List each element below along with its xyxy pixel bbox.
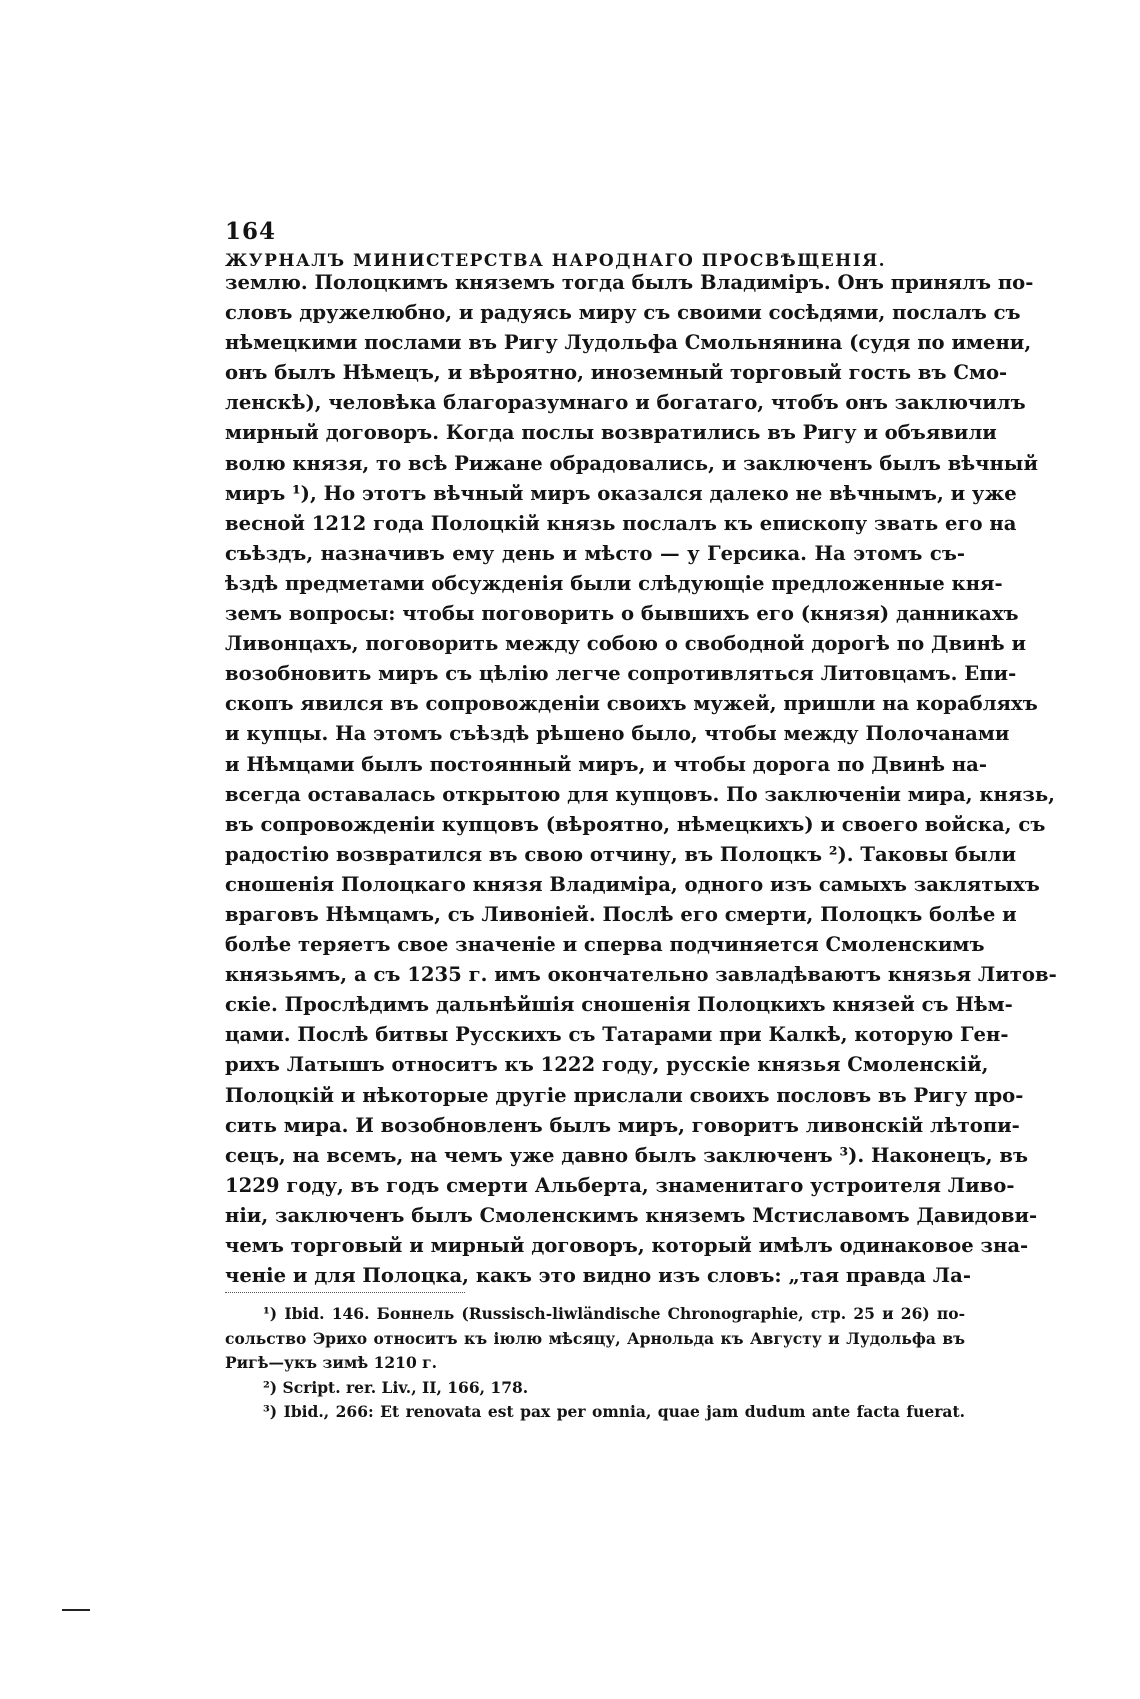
text-line: ченіе и для Полоцка, какъ это видно изъ словъ: „тая правда Ла- bbox=[225, 1264, 971, 1288]
text-line: чемъ торговый и мирный договоръ, который имѣлъ одинаковое зна- bbox=[225, 1234, 1029, 1257]
text-line: князьямъ, а съ 1235 г. имъ окончательно завладѣваютъ князья Литов- bbox=[225, 963, 1057, 987]
text-line: землю. Полоцкимъ княземъ тогда былъ Владиміръ. Онъ принялъ по- bbox=[225, 271, 1034, 294]
text-line: радостію возвратился въ свою отчину, въ Полоцкъ ²). Таковы были bbox=[225, 842, 1016, 866]
text-line: нѣмецкими послами въ Ригу Лудольфа Смольнянина (судя по имени, bbox=[225, 331, 1032, 355]
text-line: въ сопровожденіи купцовъ (вѣроятно, нѣмецкихъ) и своего войска, съ bbox=[225, 812, 1046, 836]
footnotes bbox=[225, 1302, 965, 1425]
footnote-line: сольство Эрихо относитъ къ іюлю мѣсяцу, Арнольда къ Августу и Лудольфа въ bbox=[225, 1328, 965, 1348]
footnote-line: ²) Script. rer. Liv., II, 166, 178. bbox=[263, 1377, 529, 1397]
text-line: ніи, заключенъ былъ Смоленскимъ княземъ Мстиславомъ Давидови- bbox=[225, 1203, 1038, 1227]
text-line: болѣе теряетъ свое значеніе и сперва подчиняется Смоленскимъ bbox=[225, 933, 985, 957]
running-header bbox=[225, 218, 965, 272]
footnote-separator bbox=[225, 1292, 465, 1293]
text-line: ѣздѣ предметами обсужденія были слѣдующіе предложенные кня- bbox=[225, 571, 1003, 595]
text-line: всегда оставалась открытою для купцовъ. По заключеніи мира, князь, bbox=[225, 782, 1055, 806]
text-line: онъ былъ Нѣмецъ, и вѣроятно, иноземный торговый гость въ Смо- bbox=[225, 361, 1008, 385]
text-line: земъ вопросы: чтобы поговорить о бывшихъ его (князя) данникахъ bbox=[225, 602, 1019, 626]
text-line: скіе. Прослѣдимъ дальнѣйшія сношенія Полоцкихъ князей съ Нѣм- bbox=[225, 993, 1013, 1017]
text-line: возобновить миръ съ цѣлію легче сопротивляться Литовцамъ. Епи- bbox=[225, 662, 1017, 686]
text-line: и Нѣмцами былъ постоянный миръ, и чтобы дорога по Двинѣ на- bbox=[225, 752, 987, 776]
text-line: цами. Послѣ битвы Русскихъ съ Татарами при Калкѣ, которую Ген- bbox=[225, 1023, 1009, 1047]
text-line: словъ дружелюбно, и радуясь миру съ своими сосѣдями, послалъ съ bbox=[225, 301, 1021, 325]
footnote-line: Ригѣ—укъ зимѣ 1210 г. bbox=[225, 1353, 438, 1372]
footnote-line: ³) Ibid., 266: Et renovata est pax per omnia, quae jam dudum ante facta fuerat. bbox=[263, 1402, 965, 1421]
text-line: съѣздъ, назначивъ ему день и мѣсто — у Герсика. На этомъ съ- bbox=[225, 541, 965, 565]
text-line: сить мира. И возобновленъ былъ миръ, говоритъ ливонскій лѣтопи- bbox=[225, 1113, 1020, 1137]
text-line: сецъ, на всемъ, на чемъ уже давно былъ заключенъ ³). Наконецъ, въ bbox=[225, 1143, 1029, 1167]
text-line: Ливонцахъ, поговорить между собою о свободной дорогѣ по Двинѣ и bbox=[225, 632, 1027, 656]
text-line: сношенія Полоцкаго князя Владиміра, одного изъ самыхъ заклятыхъ bbox=[225, 872, 1040, 896]
body-text bbox=[225, 268, 1057, 1291]
text-line: волю князя, то всѣ Рижане обрадовались, и заключенъ былъ вѣчный bbox=[225, 451, 1038, 475]
text-line: миръ ¹), Но этотъ вѣчный миръ оказался далеко не вѣчнымъ, и уже bbox=[225, 481, 1017, 505]
text-line: ленскѣ), человѣка благоразумнаго и богатаго, чтобъ онъ заключилъ bbox=[225, 391, 1026, 415]
text-line: рихъ Латышъ относитъ къ 1222 году, русскіе князья Смоленскій, bbox=[225, 1053, 989, 1077]
margin-mark bbox=[62, 1609, 90, 1611]
footnote-line: ¹) Ibid. 146. Боннель (Russisch-liwländische Chronographie, стр. 25 и 26) по- bbox=[263, 1304, 965, 1323]
text-line: скопъ явился въ сопровожденіи своихъ мужей, пришли на корабляхъ bbox=[225, 692, 1038, 716]
text-line: и купцы. На этомъ съѣздѣ рѣшено было, чтобы между Полочанами bbox=[225, 722, 1010, 746]
journal-title: ЖУРНАЛЪ МИНИСТЕРСТВА НАРОДНАГО ПРОСВѢЩЕНІЯ. bbox=[225, 251, 887, 271]
text-line: 1229 году, въ годъ смерти Альберта, знаменитаго устроителя Ливо- bbox=[225, 1173, 1015, 1197]
text-line: Полоцкій и нѣкоторые другіе прислали своихъ пословъ въ Ригу про- bbox=[225, 1083, 1024, 1107]
text-line: враговъ Нѣмцамъ, съ Ливоніей. Послѣ его смерти, Полоцкъ болѣе и bbox=[225, 902, 1017, 926]
page-number: 164 bbox=[225, 218, 277, 245]
text-line: весной 1212 года Полоцкій князь послалъ къ епископу звать его на bbox=[225, 511, 1017, 535]
text-line: мирный договоръ. Когда послы возвратились въ Ригу и объявили bbox=[225, 421, 997, 445]
